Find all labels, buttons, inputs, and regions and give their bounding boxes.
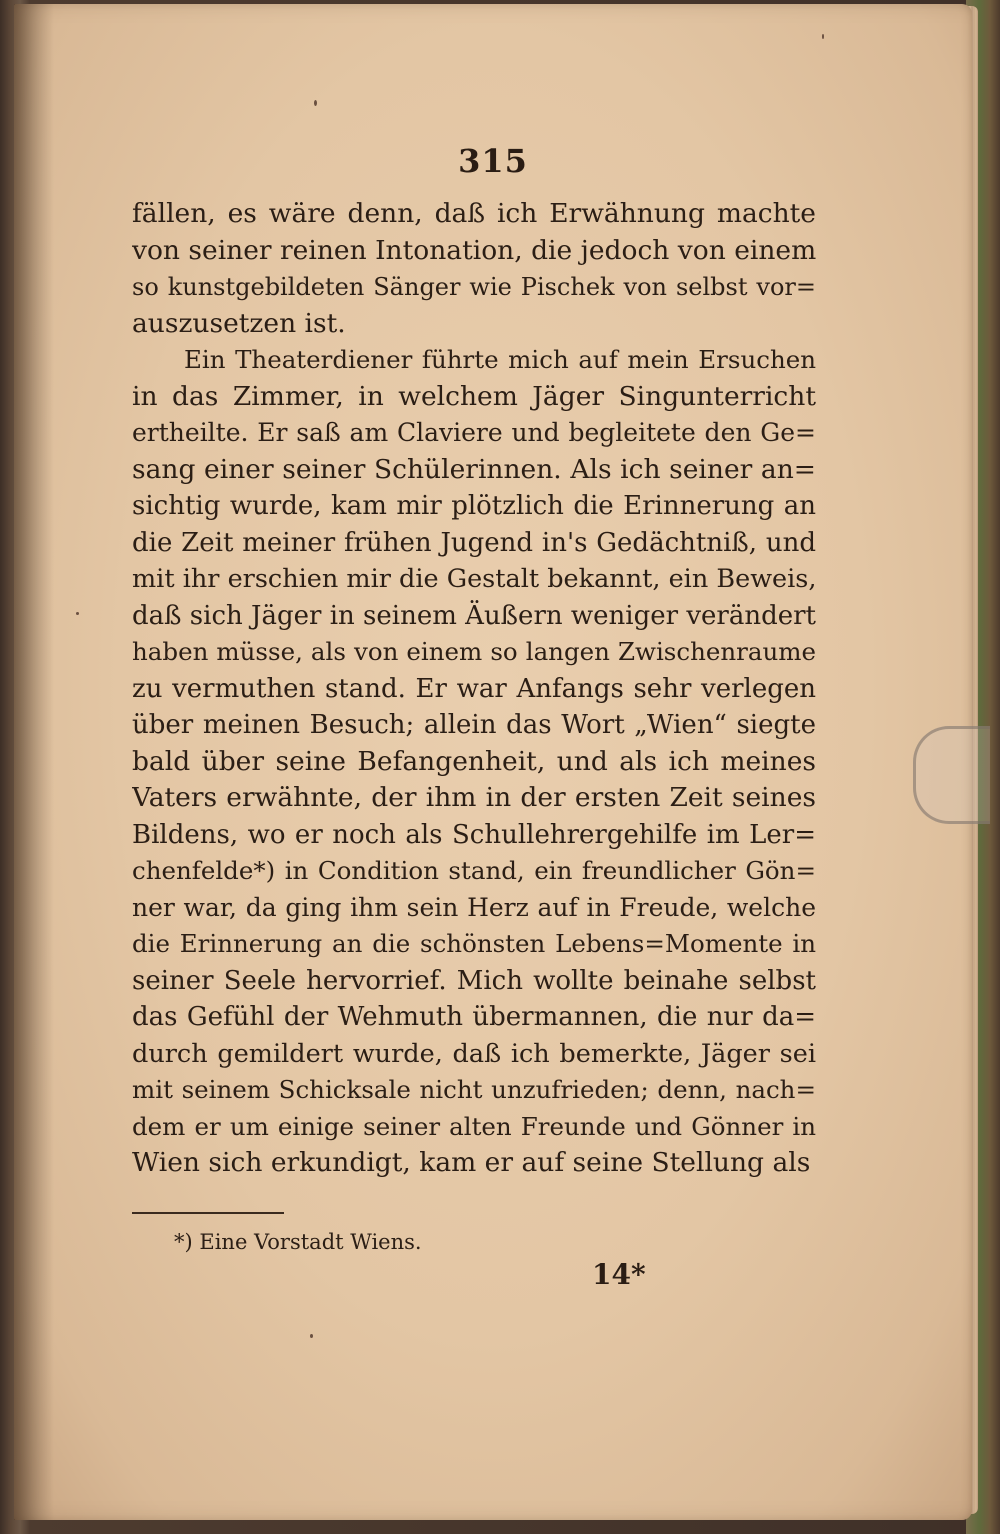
text-line: Vaters erwähnte, der ihm in der ersten Zeit seines	[132, 782, 816, 813]
text-line: ner war, da ging ihm sein Herz auf in Freude, welche	[132, 892, 816, 922]
text-line: fällen, es wäre denn, daß ich Erwähnung machte	[132, 198, 816, 229]
text-line: Bildens, wo er noch als Schullehrergehilfe im Ler=	[132, 819, 816, 850]
text-line: ertheilte. Er saß am Claviere und begleitete den Ge=	[132, 418, 816, 447]
signature-mark: 14*	[592, 1258, 646, 1291]
footnote-rule	[132, 1212, 284, 1214]
text-line: mit ihr erschien mir die Gestalt bekannt, ein Beweis,	[132, 564, 816, 594]
text-line: zu vermuthen stand. Er war Anfangs sehr verlegen	[132, 673, 816, 704]
text-line: das Gefühl der Wehmuth übermannen, die nur da=	[132, 1002, 816, 1032]
text-line: bald über seine Befangenheit, und als ich meines	[132, 745, 816, 777]
text-line: Wien sich erkundigt, kam er auf seine Stellung als	[132, 1147, 811, 1178]
text-line: so kunstgebildeten Sänger wie Pischek von selbst vor=	[132, 273, 816, 301]
footnote: *) Eine Vorstadt Wiens.	[174, 1230, 422, 1254]
text-line: durch gemildert wurde, daß ich bemerkte, Jäger sei	[132, 1038, 816, 1069]
text-line: chenfelde*) in Condition stand, ein freundlicher Gön=	[132, 856, 816, 885]
text-line: seiner Seele hervorrief. Mich wollte beinahe selbst	[132, 965, 816, 996]
page-number: 315	[458, 142, 528, 180]
text-line: mit seinem Schicksale nicht unzufrieden; denn, nach=	[132, 1075, 816, 1104]
paper-page	[14, 4, 972, 1520]
text-line: von seiner reinen Intonation, die jedoch von einem	[132, 234, 816, 266]
text-line: über meinen Besuch; allein das Wort „Wien“ siegte	[132, 710, 816, 740]
text-line: sang einer seiner Schülerinnen. Als ich seiner an=	[132, 453, 816, 485]
paper-speck	[314, 100, 317, 106]
text-line: in das Zimmer, in welchem Jäger Singunterricht	[132, 380, 816, 412]
paper-clip	[913, 726, 990, 824]
text-line: dem er um einige seiner alten Freunde und Gönner in	[132, 1111, 816, 1141]
text-line: haben müsse, als von einem so langen Zwischenraume	[132, 637, 816, 666]
text-line: auszusetzen ist.	[132, 307, 346, 339]
paper-speck	[310, 1334, 313, 1338]
text-line: die Erinnerung an die schönsten Lebens=Momente in	[132, 929, 816, 958]
text-line: sichtig wurde, kam mir plötzlich die Erinnerung an	[132, 491, 816, 521]
text-line: Ein Theaterdiener führte mich auf mein Ersuchen	[184, 345, 816, 374]
body-text	[132, 196, 816, 1182]
paper-speck	[822, 34, 824, 39]
text-line: die Zeit meiner frühen Jugend in's Gedächtniß, und	[132, 527, 816, 558]
text-line: daß sich Jäger in seinem Äußern weniger verändert	[132, 600, 816, 631]
paper-speck	[76, 612, 79, 615]
spine-shadow	[14, 4, 54, 1520]
